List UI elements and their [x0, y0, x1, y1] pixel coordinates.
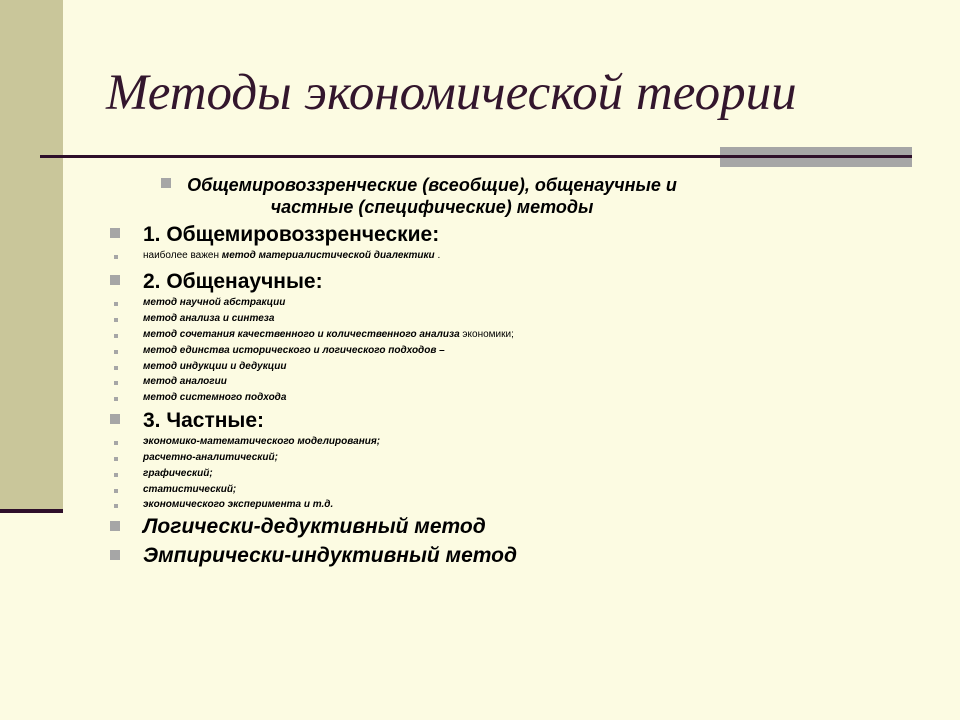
section-2-item: [143, 329, 514, 340]
section-2-item: метод анализа и синтеза: [143, 313, 275, 324]
title-accent-stripe: [720, 155, 912, 158]
intro-text: Общемировоззренческие (всеобщие), общенаучные и частные (специфические) методы: [187, 175, 677, 217]
section-heading-3: 3. Частные:: [143, 409, 265, 432]
section-1-item-main: метод материалистической диалектики: [221, 250, 435, 261]
section-2-item: метод единства исторического и логического подходов –: [143, 345, 445, 356]
section-heading-1: 1. Общемировоззренческие:: [143, 223, 440, 246]
small-bullet-icon: [114, 397, 118, 401]
small-bullet-icon: [114, 350, 118, 354]
section-1-item-suffix: .: [434, 250, 441, 261]
section-1-item-prefix: наиболее важен: [143, 250, 222, 261]
square-bullet-icon: [110, 228, 120, 238]
small-bullet-icon: [114, 441, 118, 445]
method-logical-deductive: Логически-дедуктивный метод: [143, 515, 486, 538]
section-3-item: статистический;: [143, 484, 237, 495]
section-2-item: метод аналогии: [143, 376, 227, 387]
left-accent-bar-edge: [0, 509, 63, 513]
section-3-item: экономического эксперимента и т.д.: [143, 499, 334, 510]
small-bullet-icon: [114, 318, 118, 322]
method-empirical-inductive: Эмпирически-индуктивный метод: [143, 544, 517, 567]
section-heading-2: 2. Общенаучные:: [143, 270, 323, 293]
left-accent-bar: [0, 0, 63, 510]
square-bullet-icon: [110, 521, 120, 531]
small-bullet-icon: [114, 457, 118, 461]
section-1-item: [143, 250, 440, 261]
square-bullet-icon: [110, 550, 120, 560]
small-bullet-icon: [114, 302, 118, 306]
section-3-item: графический;: [143, 468, 213, 479]
slide-title: Методы экономической теории: [106, 65, 797, 121]
square-bullet-icon: [110, 275, 120, 285]
small-bullet-icon: [114, 255, 118, 259]
section-2-item-suffix: экономики;: [459, 329, 514, 340]
small-bullet-icon: [114, 334, 118, 338]
small-bullet-icon: [114, 489, 118, 493]
small-bullet-icon: [114, 366, 118, 370]
square-bullet-icon: [110, 414, 120, 424]
small-bullet-icon: [114, 504, 118, 508]
section-2-item: метод индукции и дедукции: [143, 361, 287, 372]
section-2-item: метод научной абстракции: [143, 297, 286, 308]
section-3-item: экономико-математического моделирования;: [143, 436, 381, 447]
small-bullet-icon: [114, 473, 118, 477]
section-2-item: метод системного подхода: [143, 392, 287, 403]
small-bullet-icon: [114, 381, 118, 385]
section-2-item-main: метод сочетания качественного и количественного анализа: [143, 329, 460, 340]
section-3-item: расчетно-аналитический;: [143, 452, 278, 463]
